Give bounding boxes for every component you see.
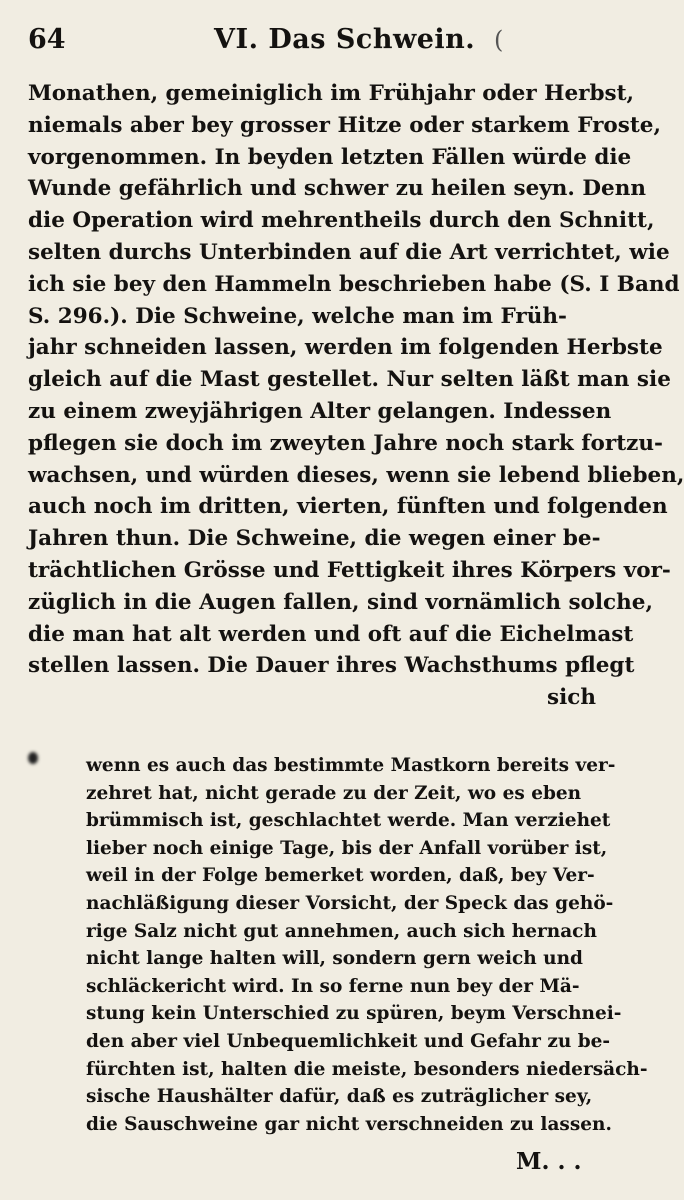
text-line: niemals aber bey grosser Hitze oder starkem Froste, [28,112,661,138]
text-line: vorgenommen. In beyden letzten Fällen würde die [28,144,632,170]
text-line: S. 296.). Die Schweine, welche man im Früh- [28,303,567,329]
page-header [28,14,608,66]
text-line: ich sie bey den Hammeln beschrieben habe (S. I Band [28,271,680,297]
text-line: zu einem zweyjährigen Alter gelangen. Indessen [28,398,612,424]
text-line: stellen lassen. Die Dauer ihres Wachsthums pflegt [28,653,635,679]
catchword: M. . . [516,1148,582,1175]
text-line: Monathen, gemeiniglich im Frühjahr oder Herbst, [28,81,634,106]
footnote-line: lieber noch einige Tage, bis der Anfall vorüber ist, [86,837,608,859]
margin-mark: ( [494,26,504,54]
text-line: jahr schneiden lassen, werden im folgenden Herbste [28,335,663,361]
text-line: auch noch im dritten, vierten, fünften und folgenden [28,494,668,520]
text-line: pflegen sie doch im zweyten Jahre noch stark fortzu- [28,430,663,456]
footnote-line: die Sauschweine gar nicht verschneiden zu lassen. [86,1113,612,1135]
text-line-last: sich [547,685,596,711]
text-line: die man hat alt werden und oft auf die Eichelmast [28,621,634,647]
footnote-line: den aber viel Unbequemlichkeit und Gefahr zu be- [86,1030,611,1052]
text-line: wachsen, und würden dieses, wenn sie lebend blieben, [28,462,684,488]
text-line: die Operation wird mehrentheils durch den Schnitt, [28,208,655,234]
footnote-line: sische Haushälter dafür, daß es zuträglicher sey, [86,1086,593,1108]
footnote-line: fürchten ist, halten die meiste, besonders niedersäch- [86,1058,648,1080]
footnote-line: schläckericht wird. In so ferne nun bey der Mä- [86,975,580,997]
text-line: trächtlichen Grösse und Fettigkeit ihres Körpers vor- [28,557,671,583]
text-line: gleich auf die Mast gestellet. Nur selten läßt man sie [28,367,671,393]
text-line: selten durchs Unterbinden auf die Art verrichtet, wie [28,239,670,265]
ink-spot [28,752,38,764]
footnote-text-block [86,752,648,1138]
text-line: züglich in die Augen fallen, sind vornämlich solche, [28,589,653,615]
footnote-line: weil in der Folge bemerket worden, daß, bey Ver- [86,865,595,887]
footnote-line: stung kein Unterschied zu spüren, beym Verschnei- [86,1003,622,1025]
footnote-line: wenn es auch das bestimmte Mastkorn bereits ver- [86,755,616,776]
text-line: Jahren thun. Die Schweine, die wegen einer be- [28,526,601,552]
text-line: Wunde gefährlich und schwer zu heilen seyn. Denn [28,176,646,202]
page-number: 64 [28,24,66,55]
running-title: VI. Das Schwein. [214,24,476,55]
footnote-line: nicht lange halten will, sondern gern weich und [86,948,583,970]
footnote-line: nachläßigung dieser Vorsicht, der Speck das gehö- [86,892,614,914]
footnote-line: zehret hat, nicht gerade zu der Zeit, wo es eben [86,782,582,804]
footnote-line: rige Salz nicht gut annehmen, auch sich hernach [86,920,597,942]
footnote-line: brümmisch ist, geschlachtet werde. Man verziehet [86,810,611,832]
main-text-block [28,78,684,714]
